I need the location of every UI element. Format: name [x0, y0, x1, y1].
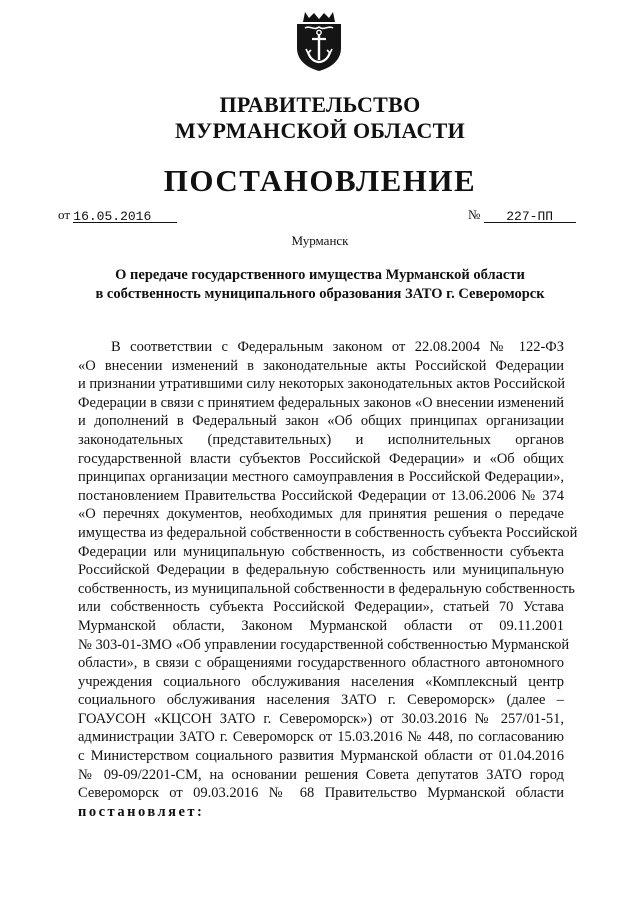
date-underline [73, 208, 177, 223]
body-line: с Министерством социального развития Мурманской области от 01.04.2016 [78, 748, 564, 765]
body-line: Федерации или муниципальную собственность, из собственности субъекта [78, 543, 564, 560]
body-line: Мурманской области, Законом Мурманской области от 09.11.2001 [78, 617, 564, 634]
body-line: № 09-09/2201-СМ, на основании решения Совета депутатов ЗАТО город [78, 766, 564, 783]
document-number [468, 207, 576, 223]
document-title-line1: О передаче государственного имущества Мурманской области [115, 267, 525, 283]
body-line: и признании утратившими силу некоторых законодательных актов Российской [78, 376, 565, 393]
body-line: области», в связи с обращениями государственного областного автономного [78, 655, 564, 672]
coat-of-arms-emblem [291, 8, 347, 72]
body-line: В соответствии с Федеральным законом от 22.08.2004 № 122-ФЗ [111, 339, 564, 355]
body-line: Федерации в связи с принятием федеральных законов «О внесении изменений [78, 394, 564, 411]
body-line: «О перечнях документов, необходимых для принятия решения о передаче [78, 506, 564, 523]
issue-city: Мурманск [291, 233, 349, 248]
authority-name-line2: МУРМАНСКОЙ ОБЛАСТИ [174, 118, 466, 143]
body-line: государственной власти субъектов Российской Федерации» и «Об общих [78, 450, 564, 467]
body-line: учреждения социального обслуживания населения «Комплексный центр [78, 673, 564, 690]
number-underline [484, 208, 576, 223]
body-line: законодательных (представительных) и исполнительных органов [78, 431, 564, 448]
body-line: Североморск от 09.03.2016 № 68 Правительство Мурманской области [78, 785, 564, 802]
body-line: «О внесении изменений в законодательные акты Российской Федерации [78, 357, 564, 374]
body-line: имущества из федеральной собственности в собственность субъекта Российской [78, 524, 578, 541]
body-line: Российской Федерации в федеральную собственность или муниципальную [78, 562, 564, 579]
number-prefix: № [468, 207, 481, 222]
number-value: 227-ПП [506, 209, 554, 224]
document-title-line2: в собственность муниципального образования ЗАТО г. Североморск [95, 286, 545, 302]
body-line: № 303-01-ЗМО «Об управлении государственной собственностью Мурманской [78, 636, 570, 653]
body-line: или собственность субъекта Российской Федерации», статьей 70 Устава [78, 599, 564, 616]
body-line: постановляет: [78, 803, 205, 820]
authority-name-line1: ПРАВИТЕЛЬСТВО [219, 92, 421, 117]
body-line: и дополнений в Федеральный закон «Об общих принципах организации [78, 413, 564, 430]
body-line: социального обслуживания населения ЗАТО г. Североморск» (далее – [78, 692, 564, 709]
date-prefix: от [58, 207, 71, 222]
document-type: ПОСТАНОВЛЕНИЕ [163, 163, 477, 198]
anchor-shield-icon [291, 8, 347, 72]
body-line: ГОАУСОН «КЦСОН ЗАТО г. Североморск») от 30.03.2016 № 257/01-51, [78, 710, 564, 727]
document-date [58, 207, 177, 223]
date-value: 16.05.2016 [73, 209, 152, 224]
body-line: принципах организации местного самоуправления в Российской Федерации», [78, 469, 564, 486]
body-line: администрации ЗАТО г. Североморск от 15.03.2016 № 448, по согласованию [78, 729, 564, 746]
document-body [78, 338, 578, 821]
body-line: постановлением Правительства Российской Федерации от 13.06.2006 № 374 [78, 487, 564, 504]
body-line: собственность, из муниципальной собственности в федеральную собственность [78, 580, 575, 597]
